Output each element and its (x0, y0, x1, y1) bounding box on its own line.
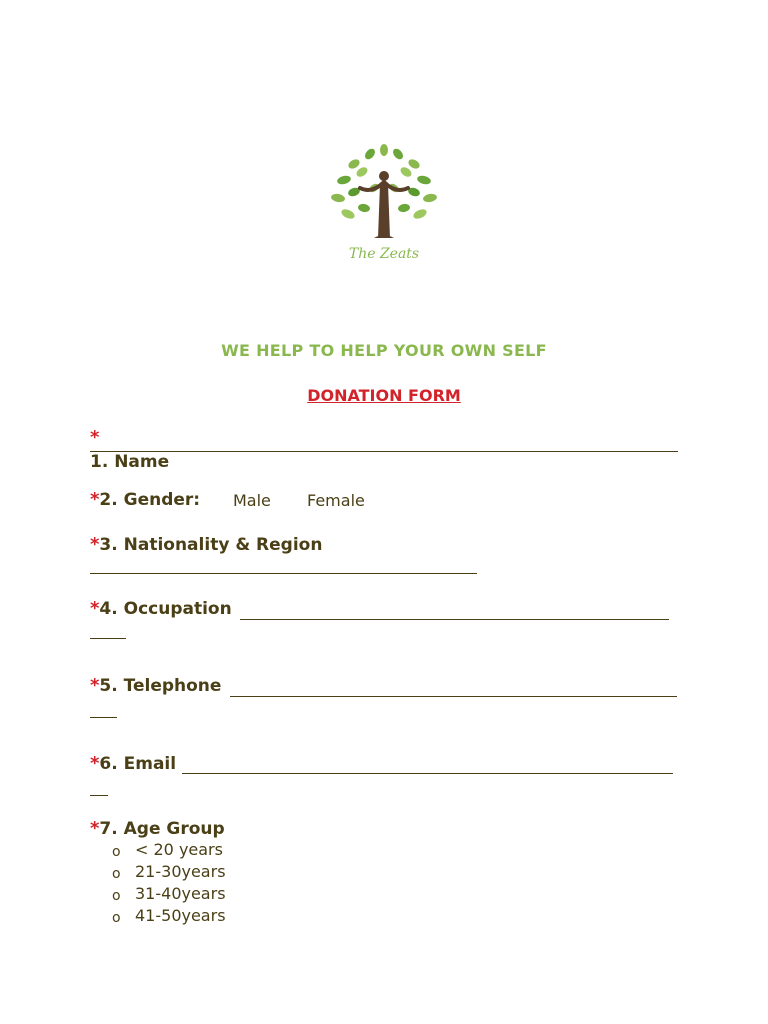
required-asterisk: * (90, 598, 100, 619)
required-asterisk: * (90, 489, 100, 510)
occupation-field-line-cont[interactable] (90, 638, 126, 639)
required-asterisk: * (90, 753, 100, 774)
age-option-label: 31-40years (135, 884, 226, 903)
nationality-label: 3. Nationality & Region (99, 535, 323, 555)
gender-label: 2. Gender: (99, 490, 201, 510)
circle-bullet-icon: o (112, 888, 121, 904)
circle-bullet-icon: o (112, 910, 121, 926)
tree-icon (330, 144, 437, 238)
email-field-line[interactable] (182, 773, 673, 774)
required-asterisk: * (90, 818, 100, 839)
age-option-label: 41-50years (135, 906, 226, 925)
email-label: 6. Email (99, 754, 177, 774)
telephone-field-line-cont[interactable] (90, 717, 117, 718)
age-option-41-50[interactable] (112, 906, 226, 926)
the-zeats-logo (326, 142, 442, 266)
occupation-label: 4. Occupation (99, 599, 232, 619)
required-asterisk: * (90, 675, 100, 696)
age-option-label: 21-30years (135, 862, 226, 881)
telephone-row (90, 675, 221, 696)
name-required-mark (90, 427, 99, 448)
gender-row (90, 489, 200, 510)
form-title: DONATION FORM (307, 386, 461, 405)
logo-caption: The Zeats (348, 246, 420, 262)
nationality-field-line[interactable] (90, 573, 477, 574)
name-field-line[interactable] (90, 451, 678, 452)
required-asterisk: * (90, 427, 100, 448)
name-label: 1. Name (90, 452, 170, 472)
email-row (90, 753, 176, 774)
age-option-under-20[interactable] (112, 840, 223, 860)
circle-bullet-icon: o (112, 844, 121, 860)
age-group-label: 7. Age Group (99, 819, 225, 839)
age-option-label: < 20 years (135, 840, 223, 859)
email-field-line-cont[interactable] (90, 795, 108, 796)
motto-heading: WE HELP TO HELP YOUR OWN SELF (221, 341, 547, 360)
occupation-row (90, 598, 232, 619)
gender-option-male[interactable]: Male (233, 491, 271, 510)
occupation-field-line[interactable] (240, 619, 669, 620)
age-option-21-30[interactable] (112, 862, 226, 882)
telephone-label: 5. Telephone (99, 676, 222, 696)
circle-bullet-icon: o (112, 866, 121, 882)
age-group-row (90, 818, 225, 839)
age-option-31-40[interactable] (112, 884, 226, 904)
required-asterisk: * (90, 534, 100, 555)
telephone-field-line[interactable] (230, 696, 677, 697)
gender-option-female[interactable]: Female (307, 491, 365, 510)
nationality-row (90, 534, 322, 555)
